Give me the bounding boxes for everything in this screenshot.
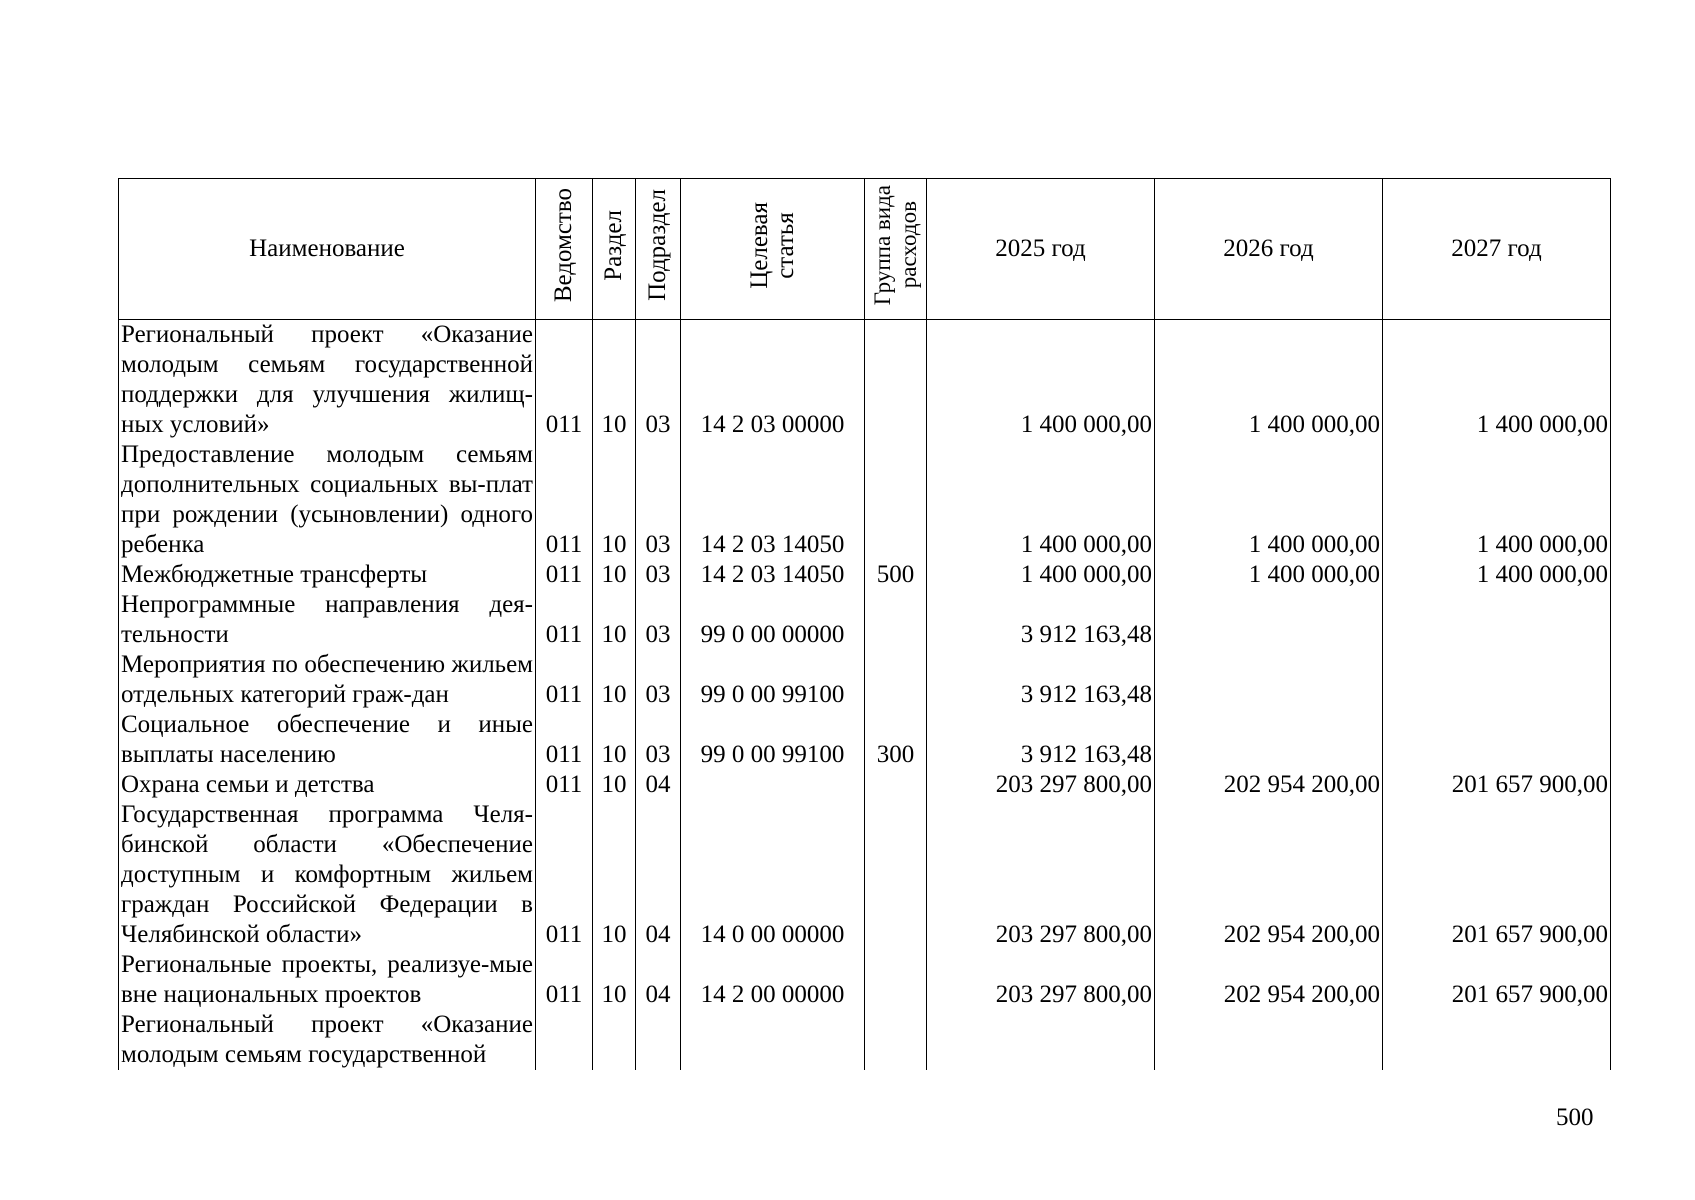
- cell-name: Охрана семьи и детства: [119, 770, 536, 800]
- header-razdel: Раздел: [593, 179, 636, 320]
- table-header-row: [119, 179, 1611, 320]
- cell-gruppa: [865, 320, 927, 441]
- table-row: [119, 650, 1611, 710]
- header-2027: 2027 год: [1383, 179, 1611, 320]
- page-number: 500: [1556, 1104, 1594, 1131]
- table-row: [119, 320, 1611, 441]
- cell-razdel: [593, 1010, 636, 1070]
- cell-2026: 202 954 200,00: [1155, 800, 1383, 950]
- cell-vedomstvo: [536, 1010, 593, 1070]
- cell-razdel: 10: [593, 440, 636, 560]
- cell-name: Государственная программа Челя-бинской области «Обеспечение доступным и комфортным жильем граждан Российской Федерации в Челябинской области»: [119, 800, 536, 950]
- cell-podrazdel: 04: [636, 770, 681, 800]
- table-row: [119, 710, 1611, 770]
- cell-2026: [1155, 1010, 1383, 1070]
- table-row: [119, 800, 1611, 950]
- header-2026: 2026 год: [1155, 179, 1383, 320]
- cell-razdel: 10: [593, 950, 636, 1010]
- header-2025: 2025 год: [927, 179, 1155, 320]
- cell-vedomstvo: 011: [536, 590, 593, 650]
- cell-2026: 202 954 200,00: [1155, 950, 1383, 1010]
- cell-2025: 203 297 800,00: [927, 950, 1155, 1010]
- cell-2025: 203 297 800,00: [927, 770, 1155, 800]
- table-row: [119, 1010, 1611, 1070]
- cell-2026: [1155, 710, 1383, 770]
- cell-2027: 1 400 000,00: [1383, 440, 1611, 560]
- cell-2026: 1 400 000,00: [1155, 440, 1383, 560]
- cell-podrazdel: 03: [636, 710, 681, 770]
- cell-2027: 201 657 900,00: [1383, 770, 1611, 800]
- cell-2026: 1 400 000,00: [1155, 560, 1383, 590]
- cell-name: Межбюджетные трансферты: [119, 560, 536, 590]
- cell-2027: [1383, 1010, 1611, 1070]
- cell-gruppa: [865, 770, 927, 800]
- cell-gruppa: [865, 800, 927, 950]
- cell-vedomstvo: 011: [536, 320, 593, 441]
- cell-2025: 1 400 000,00: [927, 440, 1155, 560]
- cell-2027: 1 400 000,00: [1383, 320, 1611, 441]
- cell-2027: [1383, 710, 1611, 770]
- cell-gruppa: [865, 1010, 927, 1070]
- cell-podrazdel: 03: [636, 590, 681, 650]
- cell-2026: 1 400 000,00: [1155, 320, 1383, 441]
- cell-2027: [1383, 650, 1611, 710]
- budget-table: [118, 178, 1611, 1070]
- cell-2027: 201 657 900,00: [1383, 800, 1611, 950]
- table-row: [119, 440, 1611, 560]
- cell-celevaya-statya: [681, 770, 865, 800]
- cell-name: Социальное обеспечение и иные выплаты населению: [119, 710, 536, 770]
- cell-razdel: 10: [593, 590, 636, 650]
- cell-vedomstvo: 011: [536, 950, 593, 1010]
- cell-gruppa: [865, 590, 927, 650]
- cell-vedomstvo: 011: [536, 440, 593, 560]
- cell-2025: [927, 1010, 1155, 1070]
- cell-2027: 201 657 900,00: [1383, 950, 1611, 1010]
- cell-gruppa: 300: [865, 710, 927, 770]
- cell-2025: 3 912 163,48: [927, 650, 1155, 710]
- cell-razdel: 10: [593, 650, 636, 710]
- cell-celevaya-statya: [681, 1010, 865, 1070]
- table-row: [119, 590, 1611, 650]
- cell-celevaya-statya: 99 0 00 99100: [681, 710, 865, 770]
- cell-celevaya-statya: 99 0 00 99100: [681, 650, 865, 710]
- header-podrazdel: Подраздел: [636, 179, 681, 320]
- header-name: Наименование: [119, 179, 536, 320]
- cell-name: Региональные проекты, реализуе-мые вне национальных проектов: [119, 950, 536, 1010]
- cell-celevaya-statya: 14 2 00 00000: [681, 950, 865, 1010]
- cell-2027: [1383, 590, 1611, 650]
- cell-2025: 1 400 000,00: [927, 320, 1155, 441]
- table-row: [119, 770, 1611, 800]
- cell-celevaya-statya: 99 0 00 00000: [681, 590, 865, 650]
- cell-2025: 3 912 163,48: [927, 590, 1155, 650]
- cell-celevaya-statya: 14 2 03 14050: [681, 440, 865, 560]
- cell-gruppa: [865, 650, 927, 710]
- cell-podrazdel: 03: [636, 320, 681, 441]
- cell-name: Региональный проект «Оказание молодым семьям государственной: [119, 1010, 536, 1070]
- table-row: [119, 560, 1611, 590]
- cell-podrazdel: 03: [636, 440, 681, 560]
- cell-name: Предоставление молодым семьям дополнительных социальных вы-плат при рождении (усыновлении) одного ребенка: [119, 440, 536, 560]
- cell-2025: 1 400 000,00: [927, 560, 1155, 590]
- cell-podrazdel: 04: [636, 800, 681, 950]
- cell-gruppa: 500: [865, 560, 927, 590]
- header-celevaya-statya: Целевая статья: [681, 179, 865, 320]
- cell-gruppa: [865, 950, 927, 1010]
- cell-2027: 1 400 000,00: [1383, 560, 1611, 590]
- cell-razdel: 10: [593, 710, 636, 770]
- cell-2026: [1155, 590, 1383, 650]
- cell-2025: 203 297 800,00: [927, 800, 1155, 950]
- cell-celevaya-statya: 14 0 00 00000: [681, 800, 865, 950]
- cell-vedomstvo: 011: [536, 800, 593, 950]
- cell-2025: 3 912 163,48: [927, 710, 1155, 770]
- header-gruppa-vida-rashodov: Группа вида расходов: [865, 179, 927, 320]
- cell-vedomstvo: 011: [536, 560, 593, 590]
- header-vedomstvo: Ведомство: [536, 179, 593, 320]
- cell-podrazdel: 03: [636, 650, 681, 710]
- cell-razdel: 10: [593, 770, 636, 800]
- cell-podrazdel: 04: [636, 950, 681, 1010]
- cell-celevaya-statya: 14 2 03 14050: [681, 560, 865, 590]
- cell-vedomstvo: 011: [536, 650, 593, 710]
- cell-gruppa: [865, 440, 927, 560]
- cell-name: Мероприятия по обеспечению жильем отдельных категорий граж-дан: [119, 650, 536, 710]
- table-row: [119, 950, 1611, 1010]
- cell-vedomstvo: 011: [536, 710, 593, 770]
- cell-podrazdel: 03: [636, 560, 681, 590]
- cell-razdel: 10: [593, 560, 636, 590]
- cell-name: Непрограммные направления дея-тельности: [119, 590, 536, 650]
- cell-2026: [1155, 650, 1383, 710]
- cell-razdel: 10: [593, 800, 636, 950]
- cell-vedomstvo: 011: [536, 770, 593, 800]
- cell-razdel: 10: [593, 320, 636, 441]
- cell-name: Региональный проект «Оказание молодым семьям государственной поддержки для улучшения жилищ-ных условий»: [119, 320, 536, 441]
- cell-podrazdel: [636, 1010, 681, 1070]
- cell-2026: 202 954 200,00: [1155, 770, 1383, 800]
- cell-celevaya-statya: 14 2 03 00000: [681, 320, 865, 441]
